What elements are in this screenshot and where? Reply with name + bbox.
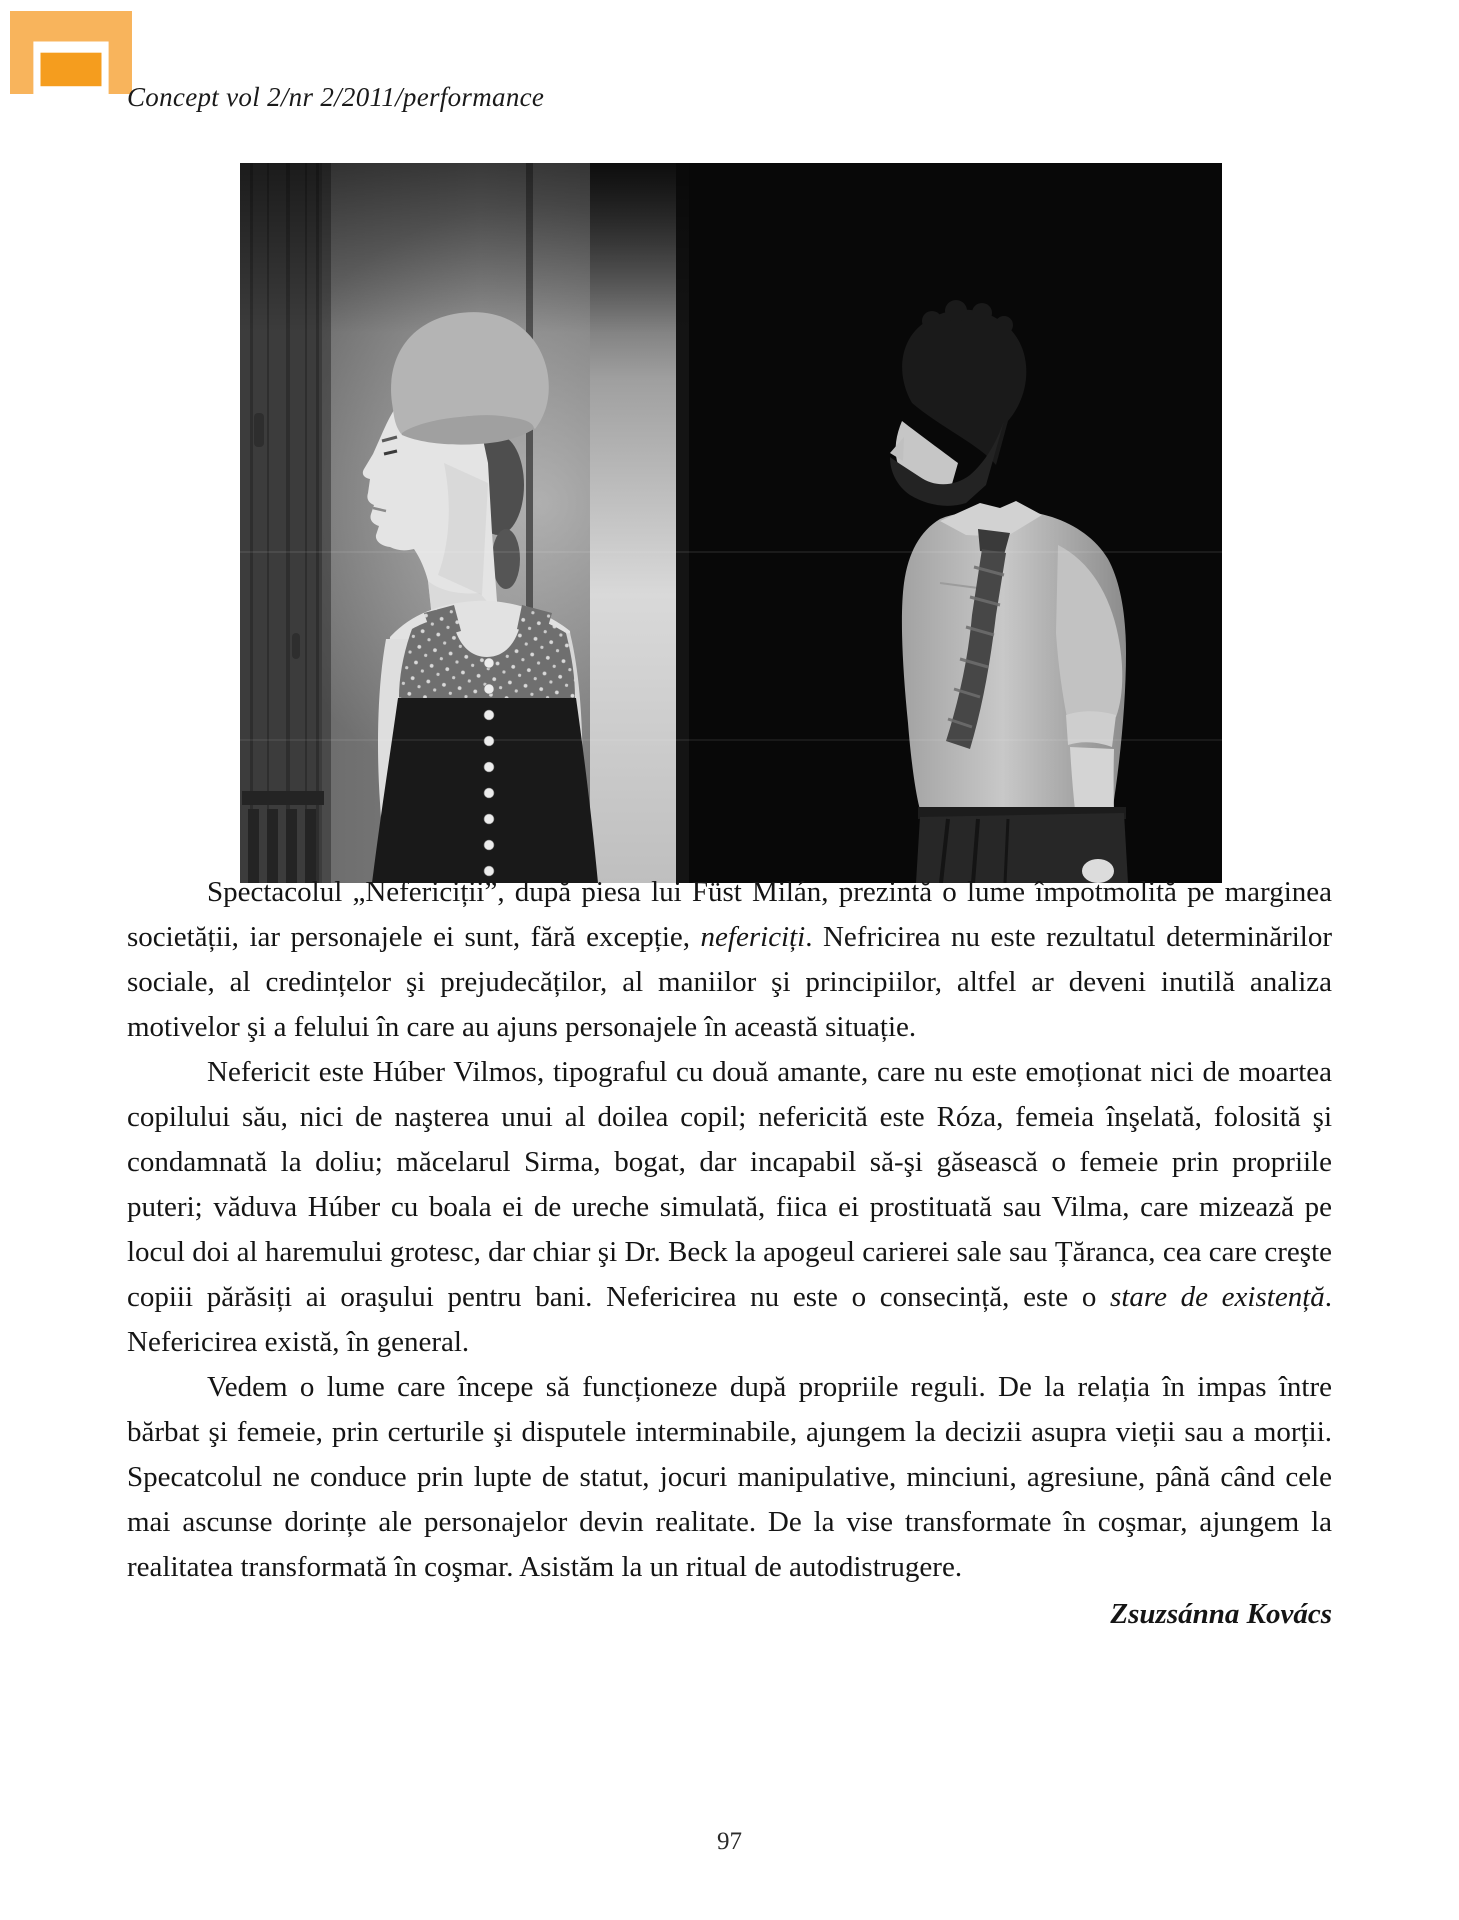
paragraph-3: Vedem o lume care începe să funcționeze după propriile reguli. De la relația în impas între bărbat şi femeie, prin certurile şi disputele interminabile, ajungem la decizii asupra vieții sau a morții. Specatcolul ne conduce prin lupte de statut, jocuri manipulative, minciuni, agresiune, până când cele mai ascunse dorințe ale personajelor devin realitate. De la vise transformate în coşmar, ajungem la realitatea transformată în coşmar. Asistăm la un ritual de autodistrugere. [127,1371,1332,1583]
concept-logo [10,11,132,95]
production-photo [240,163,1222,883]
production-photo-image [240,163,1222,883]
author-signature: Zsuzsánna Kovács [1110,1598,1332,1630]
page-number: 97 [717,1828,742,1855]
paragraph-2: Nefericit este Húber Vilmos, tipograful cu două amante, care nu este emoționat nici de moartea copilului său, nici de naşterea unui al doilea copil; nefericită este Róza, femeia înşelată, folosită şi condamnată la doliu; măcelarul Sirma, bogat, dar incapabil să-şi găsească o femeie prin propriile puteri; văduva Húber cu boala ei de ureche simulată, fiica ei prostituată sau Vilma, care mizează pe locul doi al haremului grotesc, dar chiar şi Dr. Beck la apogeul carierei sale sau Țăranca, cea care creşte copiii părăsiți ai oraşului pentru bani. Nefericirea nu este o consecință, este o stare de existență. Nefericirea există, în general. [127,1056,1333,1358]
article-body [127,870,1332,1637]
journal-running-head: Concept vol 2/nr 2/2011/performance [127,82,545,112]
paragraph-1: Spectacolul „Nefericiții”, după piesa lui Füst Milán, prezintă o lume împotmolită pe marginea societății, iar personajele ei sunt, fără excepție, nefericiți. Nefricirea nu este rezultatul determinărilor sociale, al credințelor şi prejudecăților, al maniilor şi principiilor, altfel ar deveni inutilă analiza motivelor şi a felului în care au ajuns personajele în această situație. [127,876,1332,1043]
proscenium-arch-icon [10,11,132,94]
